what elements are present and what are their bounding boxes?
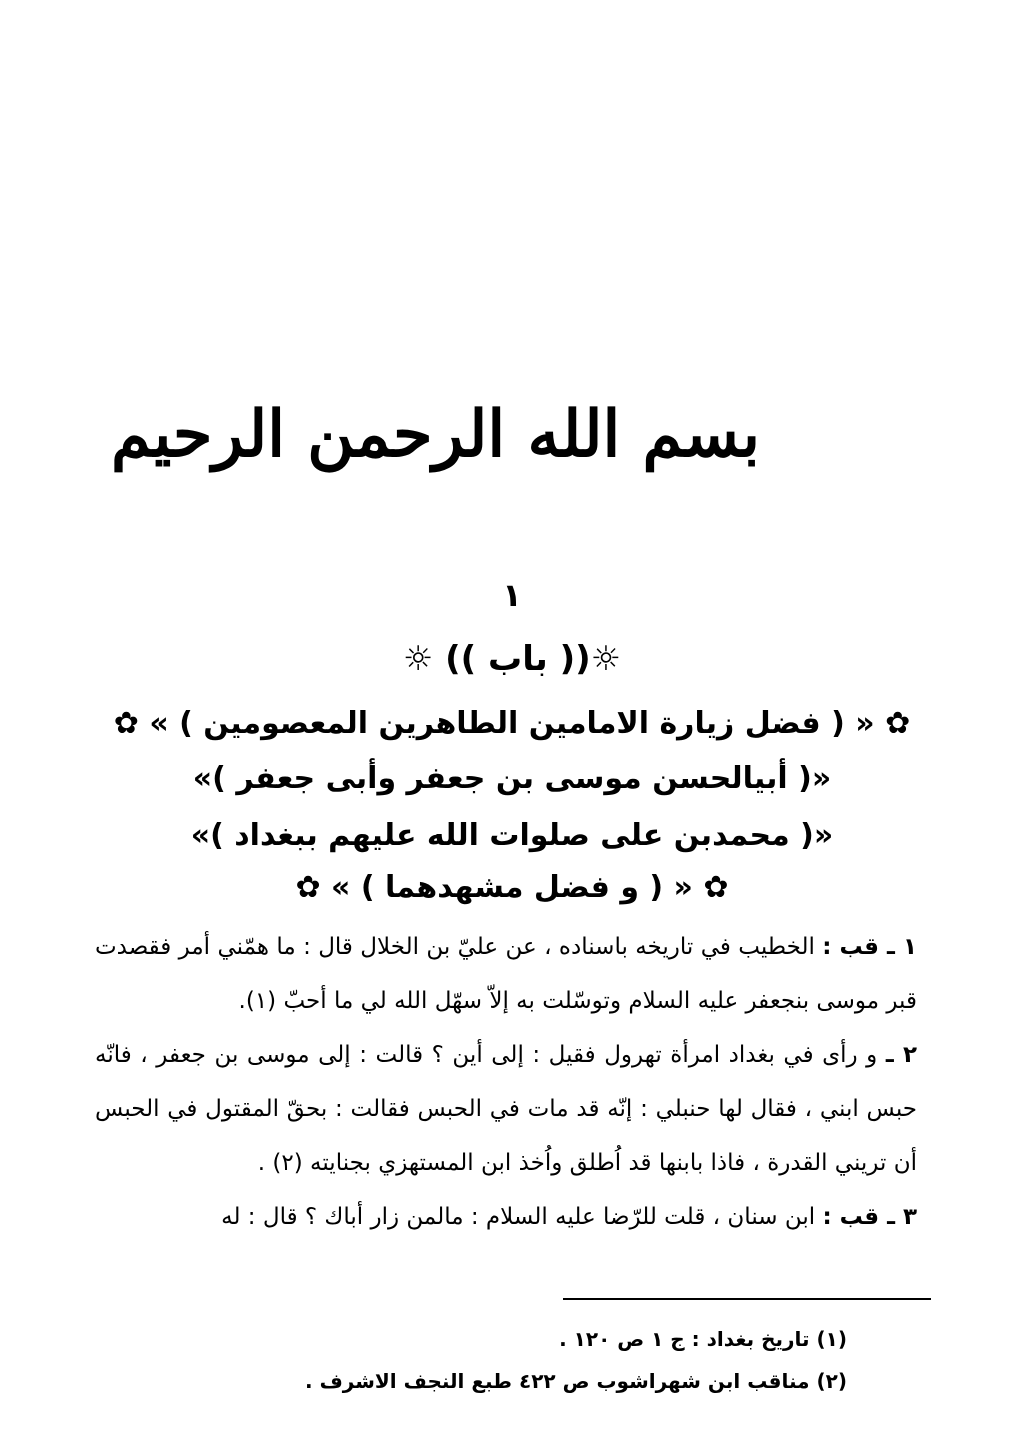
hadith-number: ٢ ـ [885, 1042, 918, 1068]
chapter-heading-line: «( أبيالحسن موسى بن جعفر وأبى جعفر )» [192, 761, 832, 796]
chapter-heading-line: ✿ « ( فضل زيارة الامامين الطاهرين المعصومين ) » ✿ [113, 706, 911, 741]
hadith-paragraph [95, 1028, 917, 1190]
hadith-text: ابن سنان ، قلت للرّضا عليه السلام : مالمن زار أباك ؟ قال : له [221, 1204, 816, 1230]
chapter-label: ☼(( باب )) ☼ [402, 639, 622, 679]
footnote: (١) تاريخ بغداد : ج ١ ص ١٢٠ . [559, 1327, 847, 1351]
chapter-heading-line: ✿ « ( و فضل مشهدهما ) » ✿ [295, 870, 729, 905]
hadith-paragraph [95, 1190, 917, 1244]
hadith-text: و رأى في بغداد امرأة تهرول فقيل : إلى أين ؟ قالت : إلى موسى بن جعفر ، فانّه حبس ابني ، فقال لها حنبلي : إنّه قد مات في الحبس فقالت : بحقّ المقتول في الحبس أن تريني القدرة ، فاذا بابنها قد اُطلق واُخذ ابن المستهزي بجنايته (٢) . [95, 1042, 917, 1176]
hadith-text: الخطيب في تاريخه باسناده ، عن عليّ بن الخلال قال : ما همّني أمر فقصدت قبر موسى بنجعفر عليه السلام وتوسّلت به إلاّ سهّل الله لي ما أحبّ (١). [95, 934, 917, 1014]
footnote-divider [563, 1298, 931, 1300]
footnotes [95, 1318, 847, 1402]
body-text [95, 920, 917, 1244]
hadith-paragraph [95, 920, 917, 1028]
chapter-heading-line: «( محمدبن على صلوات الله عليهم ببغداد )» [190, 818, 834, 853]
footnote: (٢) مناقب ابن شهراشوب ص ٤٢٢ طبع النجف الاشرف . [305, 1369, 847, 1393]
hadith-number: ١ ـ قب : [822, 934, 918, 960]
hadith-number: ٣ ـ قب : [822, 1204, 917, 1230]
chapter-number: ١ [502, 576, 522, 614]
basmala-calligraphy: بسم الله الرحمن الرحيم [110, 397, 760, 472]
